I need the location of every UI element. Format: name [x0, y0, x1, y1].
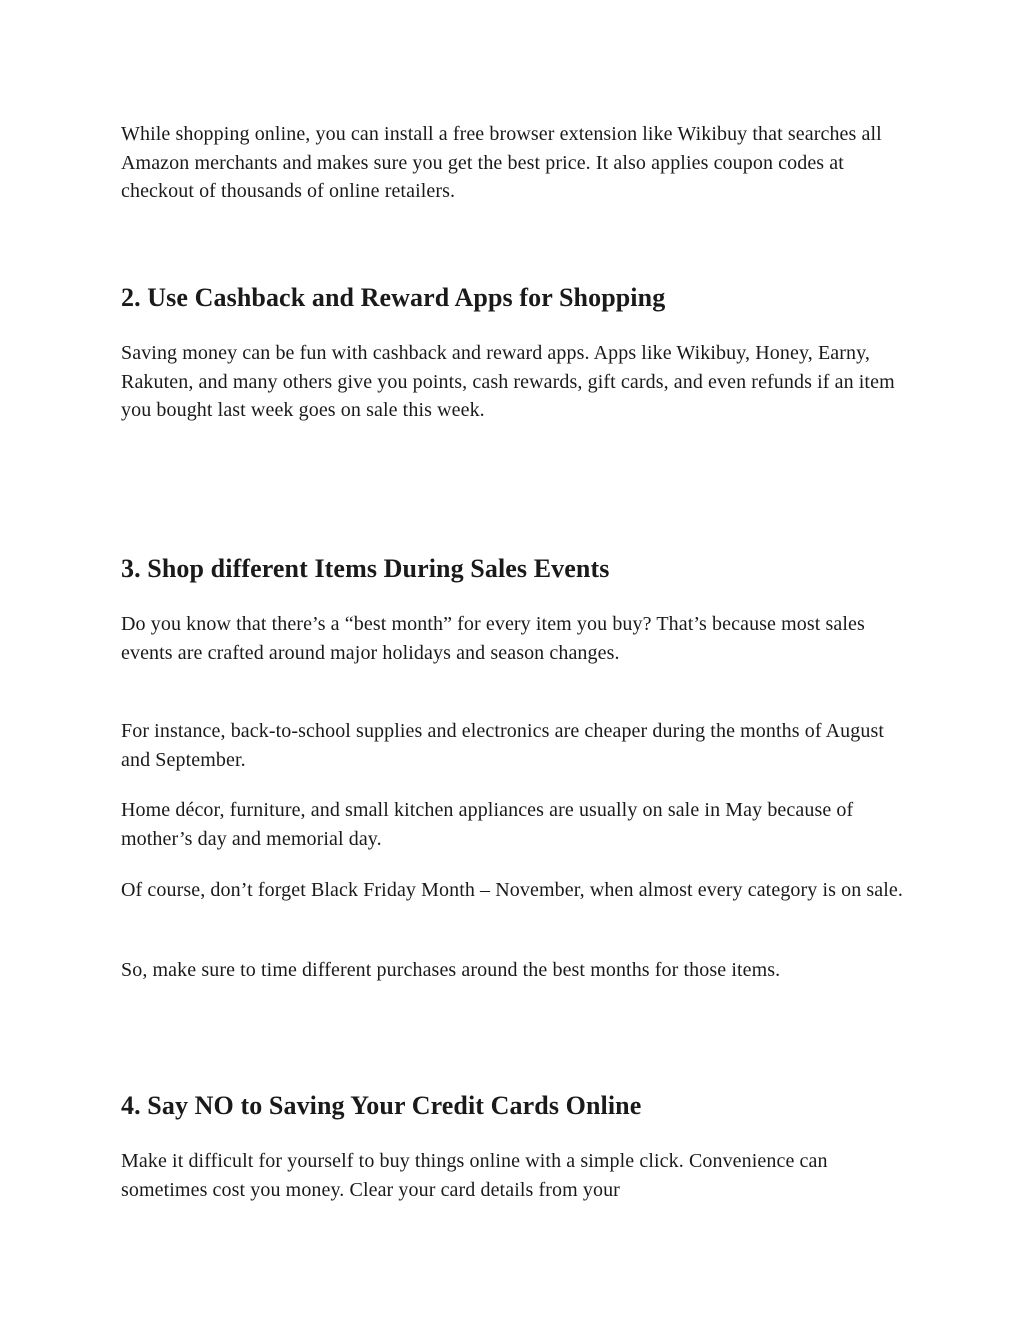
section-4-paragraph: Make it difficult for yourself to buy things online with a simple click. Convenience can sometimes cost you money. Clear your card details from your [121, 1150, 828, 1201]
section-2-paragraph: Saving money can be fun with cashback and reward apps. Apps like Wikibuy, Honey, Earny, Rakuten, and many others give you points, cash rewards, gift cards, and even refunds if an item you bought last week goes on sale this week. [121, 342, 895, 421]
section-3-paragraph-2: For instance, back-to-school supplies and electronics are cheaper during the months of August and September. [121, 720, 884, 771]
section-3-heading: 3. Shop different Items During Sales Events [121, 554, 610, 583]
section-3-paragraph-4: Of course, don’t forget Black Friday Month – November, when almost every category is on sale. [121, 879, 904, 901]
section-2-heading: 2. Use Cashback and Reward Apps for Shopping [121, 283, 666, 312]
section-3-paragraph-5: So, make sure to time different purchases around the best months for those items. [121, 959, 781, 981]
section-4-heading: 4. Say NO to Saving Your Credit Cards Online [121, 1091, 642, 1120]
section-3-paragraph-3: Home décor, furniture, and small kitchen appliances are usually on sale in May because of mother’s day and memorial day. [121, 799, 854, 850]
section-3-paragraph-1: Do you know that there’s a “best month” for every item you buy? That’s because most sales events are crafted around major holidays and season changes. [121, 613, 865, 664]
intro-paragraph: While shopping online, you can install a free browser extension like Wikibuy that searches all Amazon merchants and makes sure you get the best price. It also applies coupon codes at checkout of thousands of online retailers. [121, 123, 882, 202]
